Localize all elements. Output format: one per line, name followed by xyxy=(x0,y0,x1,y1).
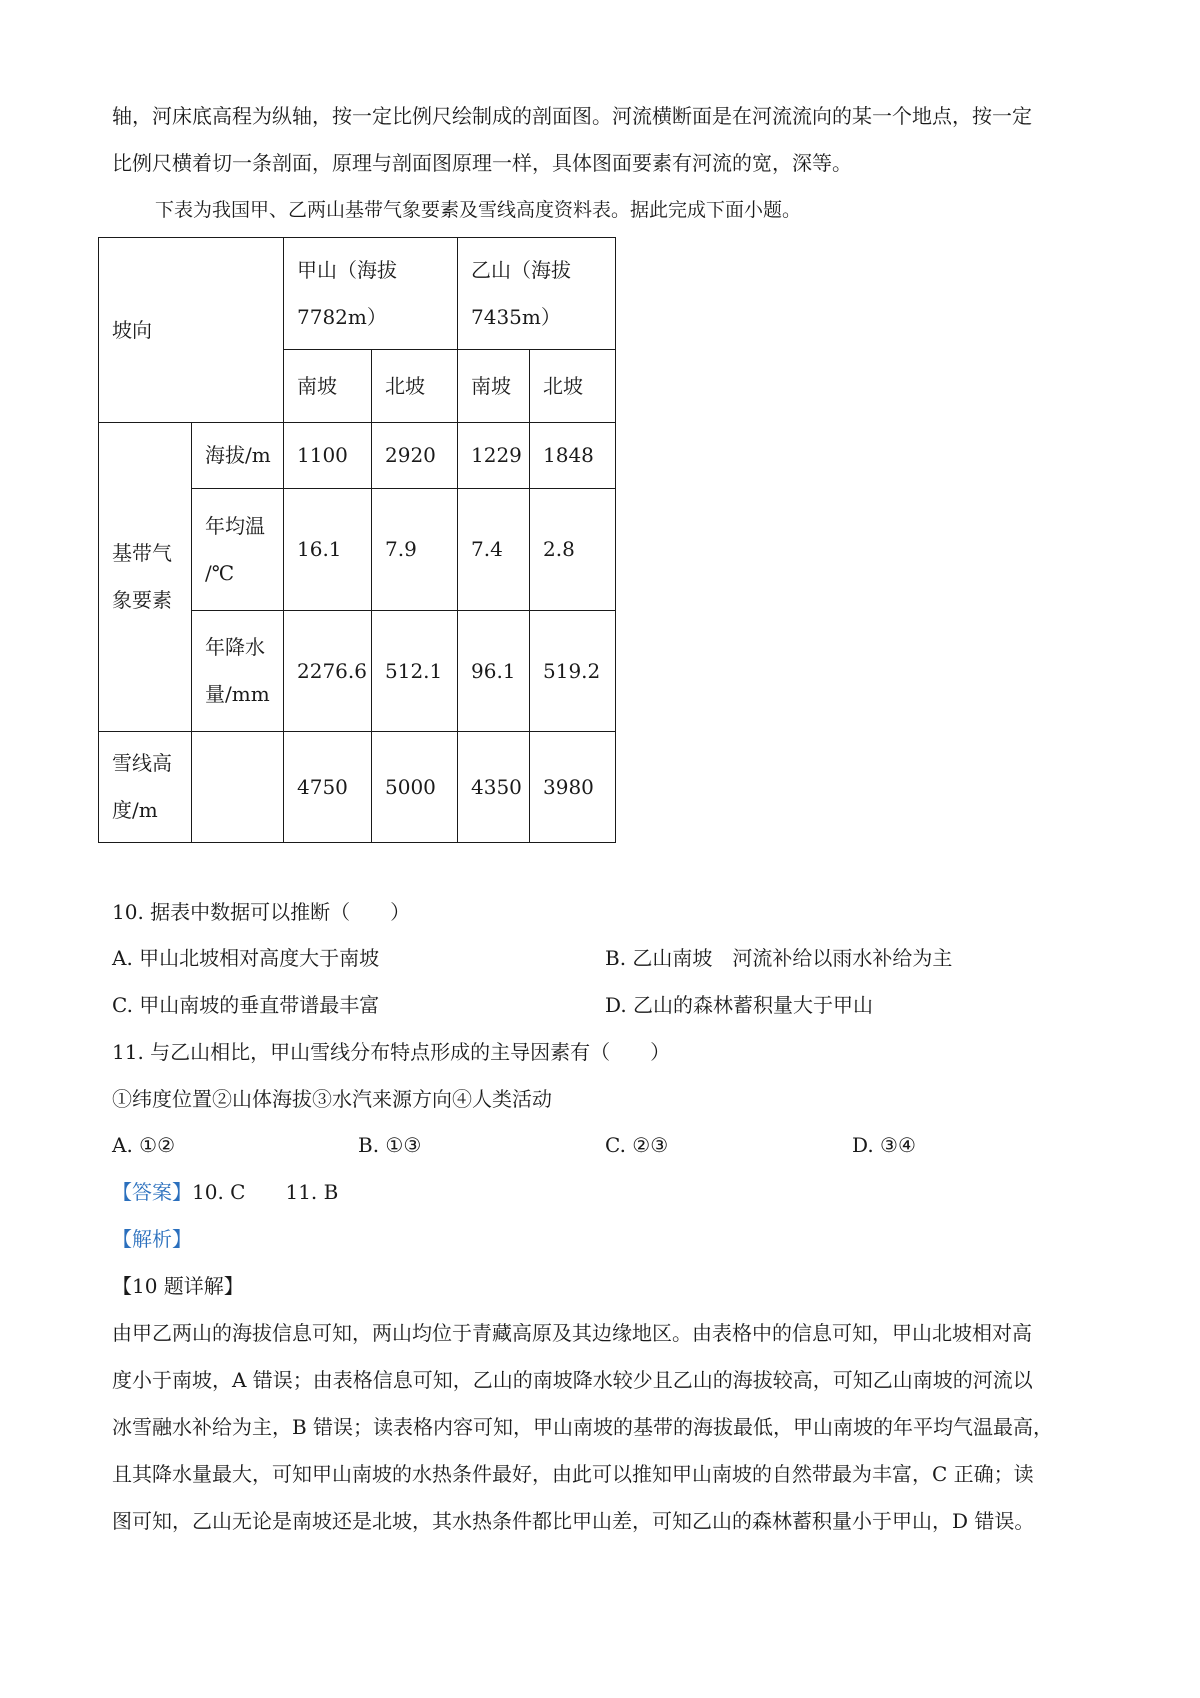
slope-header: 南坡 xyxy=(284,350,372,423)
aspect-header-cell: 坡向 xyxy=(99,238,284,423)
row-label: 海拔/m xyxy=(192,423,284,489)
row-label: 年降水 量/mm xyxy=(192,611,284,732)
question-11-stem: 11. 与乙山相比，甲山雪线分布特点形成的主导因素有（ ） xyxy=(112,1040,671,1064)
row-label: 年均温 /℃ xyxy=(192,489,284,611)
table-cell: 7.9 xyxy=(372,489,458,611)
table-cell: 5000 xyxy=(372,732,458,843)
question-11-option-b: B. ①③ xyxy=(358,1133,422,1157)
explanation-line: 图可知，乙山无论是南坡还是北坡，其水热条件都比甲山差，可知乙山的森林蓄积量小于甲山，D 错误。 xyxy=(112,1509,1035,1533)
answer-line xyxy=(112,1178,338,1206)
mountain-b-header: 乙山（海拔 7435m） xyxy=(458,238,616,350)
slope-header: 南坡 xyxy=(458,350,530,423)
table-cell: 1100 xyxy=(284,423,372,489)
question-10-option-d: D. 乙山的森林蓄积量大于甲山 xyxy=(605,993,874,1017)
climate-table xyxy=(98,237,616,843)
answer-text: 10. C 11. B xyxy=(192,1180,339,1204)
table-intro: 下表为我国甲、乙两山基带气象要素及雪线高度资料表。据此完成下面小题。 xyxy=(155,199,802,221)
explanation-line: 且其降水量最大，可知甲山南坡的水热条件最好，由此可以推知甲山南坡的自然带最为丰富，C 正确；读 xyxy=(112,1462,1034,1486)
table-cell: 512.1 xyxy=(372,611,458,732)
question-11-option-d: D. ③④ xyxy=(852,1133,916,1157)
mountain-a-header: 甲山（海拔 7782m） xyxy=(284,238,458,350)
table-cell: 96.1 xyxy=(458,611,530,732)
explanation-line: 冰雪融水补给为主，B 错误；读表格内容可知，甲山南坡的基带的海拔最低，甲山南坡的年平均气温最高， xyxy=(112,1415,1054,1439)
table-cell: 2276.6 xyxy=(284,611,372,732)
table-cell: 2920 xyxy=(372,423,458,489)
snowline-label: 雪线高 度/m xyxy=(99,732,192,843)
detail-heading: 【10 题详解】 xyxy=(112,1274,244,1298)
question-11-option-a: A. ①② xyxy=(112,1133,176,1157)
table-cell: 3980 xyxy=(530,732,616,843)
explanation-line: 由甲乙两山的海拔信息可知，两山均位于青藏高原及其边缘地区。由表格中的信息可知，甲山北坡相对高 xyxy=(112,1321,1032,1345)
slope-header: 北坡 xyxy=(530,350,616,423)
slope-header: 北坡 xyxy=(372,350,458,423)
table-cell: 1848 xyxy=(530,423,616,489)
question-10-stem: 10. 据表中数据可以推断（ ） xyxy=(112,900,411,924)
table-cell: 1229 xyxy=(458,423,530,489)
table-cell: 2.8 xyxy=(530,489,616,611)
table-cell: 519.2 xyxy=(530,611,616,732)
question-11-option-c: C. ②③ xyxy=(605,1133,669,1157)
group-label-cell: 基带气 象要素 xyxy=(99,423,192,732)
question-10-option-c: C. 甲山南坡的垂直带谱最丰富 xyxy=(112,993,380,1017)
question-10-option-b: B. 乙山南坡 河流补给以雨水补给为主 xyxy=(605,946,953,970)
table-cell: 4750 xyxy=(284,732,372,843)
table-cell: 4350 xyxy=(458,732,530,843)
answer-tag: 【答案】 xyxy=(112,1180,192,1204)
table-cell: 16.1 xyxy=(284,489,372,611)
analysis-tag: 【解析】 xyxy=(112,1227,192,1251)
question-11-factors: ①纬度位置②山体海拔③水汽来源方向④人类活动 xyxy=(112,1087,552,1111)
question-10-option-a: A. 甲山北坡相对高度大于南坡 xyxy=(112,946,380,970)
explanation-line: 度小于南坡，A 错误；由表格信息可知，乙山的南坡降水较少且乙山的海拔较高，可知乙山南坡的河流以 xyxy=(112,1368,1033,1392)
paragraph-line-1: 轴，河床底高程为纵轴，按一定比例尺绘制成的剖面图。河流横断面是在河流流向的某一个地点，按一定 xyxy=(112,104,1032,128)
table-cell: 7.4 xyxy=(458,489,530,611)
paragraph-line-2: 比例尺横着切一条剖面，原理与剖面图原理一样，具体图面要素有河流的宽，深等。 xyxy=(112,151,852,175)
empty-cell xyxy=(192,732,284,843)
